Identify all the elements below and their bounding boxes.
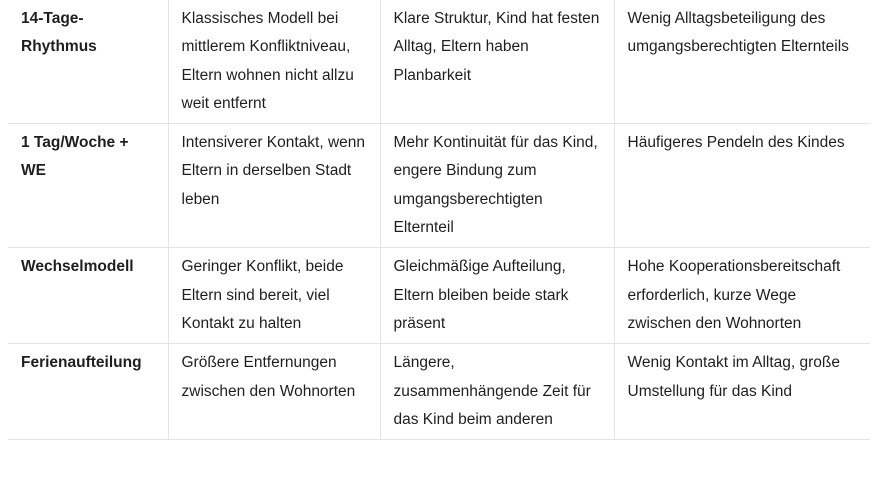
- suitable-for-cell: [168, 0, 380, 124]
- suitable-for-text: Größere Entfernungen zwischen den Wohnorten: [181, 354, 356, 400]
- advantages-cell: [380, 248, 614, 344]
- advantages-cell: [380, 124, 614, 248]
- suitable-for-text: Intensiverer Kontakt, wenn Eltern in derselben Stadt leben: [181, 134, 366, 208]
- model-name-cell: [8, 248, 168, 344]
- custody-models-table: [8, 0, 870, 440]
- disadvantages-cell: [614, 344, 870, 440]
- table-row: [8, 344, 870, 440]
- disadvantages-text: Wenig Alltagsbeteiligung des umgangsberechtigten Elternteils: [627, 10, 849, 56]
- advantages-text: Mehr Kontinuität für das Kind, engere Bindung zum umgangsberechtigten Elternteil: [393, 134, 598, 237]
- suitable-for-text: Geringer Konflikt, beide Eltern sind bereit, viel Kontakt zu halten: [181, 258, 344, 332]
- advantages-cell: [380, 344, 614, 440]
- model-name-cell: [8, 344, 168, 440]
- disadvantages-cell: [614, 248, 870, 344]
- model-name: Wechselmodell: [21, 258, 134, 276]
- table: [8, 0, 870, 440]
- model-name-cell: [8, 124, 168, 248]
- model-name: 14-Tage-Rhythmus: [21, 10, 97, 56]
- table-row: [8, 248, 870, 344]
- disadvantages-text: Hohe Kooperationsbereitschaft erforderlich, kurze Wege zwischen den Wohnorten: [627, 258, 841, 332]
- advantages-cell: [380, 0, 614, 124]
- disadvantages-cell: [614, 124, 870, 248]
- suitable-for-text: Klassisches Modell bei mittlerem Konfliktniveau, Eltern wohnen nicht allzu weit entfernt: [181, 10, 354, 112]
- disadvantages-cell: [614, 0, 870, 124]
- suitable-for-cell: [168, 344, 380, 440]
- suitable-for-cell: [168, 248, 380, 344]
- model-name-cell: [8, 0, 168, 124]
- table-row: [8, 0, 870, 124]
- model-name: 1 Tag/Woche + WE: [21, 134, 129, 180]
- advantages-text: Klare Struktur, Kind hat festen Alltag, Eltern haben Planbarkeit: [393, 10, 600, 84]
- table-row: [8, 124, 870, 248]
- advantages-text: Gleichmäßige Aufteilung, Eltern bleiben beide stark präsent: [393, 258, 569, 332]
- disadvantages-text: Wenig Kontakt im Alltag, große Umstellung für das Kind: [627, 354, 841, 400]
- model-name: Ferienaufteilung: [21, 354, 142, 372]
- suitable-for-cell: [168, 124, 380, 248]
- disadvantages-text: Häufigeres Pendeln des Kindes: [627, 134, 845, 152]
- advantages-text: Längere, zusammenhängende Zeit für das Kind beim anderen: [393, 354, 591, 428]
